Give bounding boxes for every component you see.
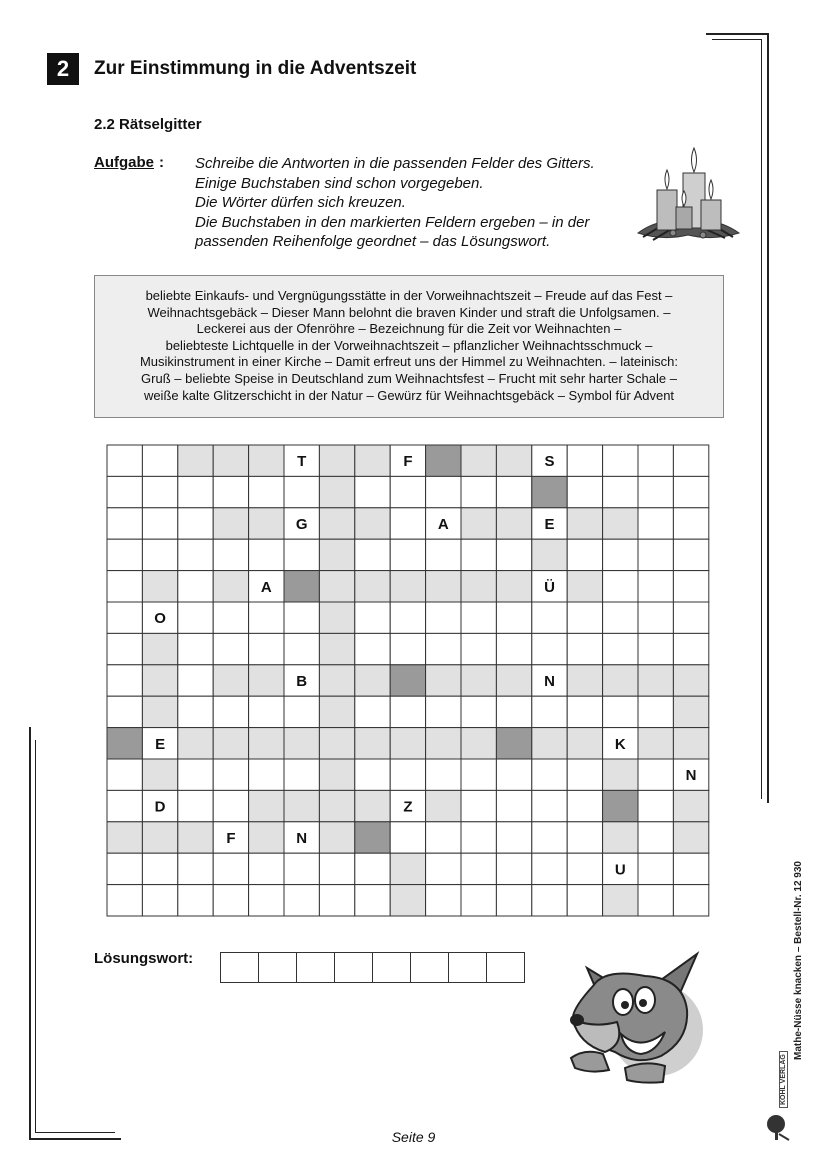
grid-cell[interactable] xyxy=(496,728,531,759)
grid-cell[interactable] xyxy=(673,508,708,539)
solution-letter-box[interactable] xyxy=(372,952,411,983)
clue-line: Weihnachtsgebäck – Dieser Mann belohnt die braven Kinder und straft die Unfolgsamen. – xyxy=(147,304,671,320)
grid-cell[interactable] xyxy=(178,602,213,633)
frame-top-right-h1 xyxy=(706,33,768,35)
grid-cell[interactable] xyxy=(673,539,708,570)
grid-cell[interactable] xyxy=(638,728,673,759)
grid-cell[interactable] xyxy=(638,822,673,853)
grid-cell[interactable] xyxy=(107,508,142,539)
grid-cell[interactable] xyxy=(673,728,708,759)
grid-given-letter: U xyxy=(614,861,626,879)
grid-cell[interactable] xyxy=(638,571,673,602)
grid-cell[interactable] xyxy=(284,853,319,884)
grid-cell[interactable] xyxy=(567,445,602,476)
grid-cell[interactable] xyxy=(496,885,531,916)
grid-cell[interactable] xyxy=(107,759,142,790)
grid-cell[interactable] xyxy=(178,476,213,507)
grid-cell[interactable] xyxy=(532,602,567,633)
grid-cell[interactable] xyxy=(355,633,390,664)
grid-cell[interactable] xyxy=(461,602,496,633)
grid-cell[interactable] xyxy=(496,665,531,696)
grid-cell[interactable] xyxy=(426,539,461,570)
grid-given-letter: Z xyxy=(403,798,413,816)
grid-cell[interactable] xyxy=(284,633,319,664)
grid-cell[interactable] xyxy=(319,728,354,759)
grid-cell[interactable] xyxy=(638,539,673,570)
grid-given-letter: E xyxy=(155,735,166,753)
grid-given-letter: E xyxy=(544,516,555,533)
grid-cell[interactable] xyxy=(426,885,461,916)
grid-cell[interactable] xyxy=(461,853,496,884)
grid-given-letter: S xyxy=(544,453,555,471)
grid-cell[interactable] xyxy=(426,728,461,759)
grid-given-letter: A xyxy=(437,516,449,533)
grid-cell[interactable] xyxy=(355,822,390,853)
grid-cell[interactable] xyxy=(284,476,319,507)
grid-given-letter: B xyxy=(296,673,308,690)
grid-cell[interactable] xyxy=(567,759,602,790)
grid-cell[interactable] xyxy=(355,476,390,507)
grid-cell[interactable] xyxy=(142,822,177,853)
task-label-colon: : xyxy=(159,154,164,171)
grid-cell[interactable] xyxy=(461,822,496,853)
solution-letter-box[interactable] xyxy=(334,952,373,983)
grid-cell[interactable] xyxy=(178,445,213,476)
grid-cell[interactable] xyxy=(142,885,177,916)
tree-logo-icon xyxy=(765,1112,791,1142)
grid-cell[interactable] xyxy=(107,633,142,664)
grid-cell[interactable] xyxy=(426,602,461,633)
grid-cell[interactable] xyxy=(390,853,425,884)
grid-cell[interactable] xyxy=(178,822,213,853)
grid-cell[interactable] xyxy=(284,790,319,821)
grid-cell[interactable] xyxy=(532,759,567,790)
task-line: Die Wörter dürfen sich kreuzen. xyxy=(195,194,406,211)
grid-cell[interactable] xyxy=(249,822,284,853)
grid-cell[interactable] xyxy=(178,696,213,727)
grid-cell[interactable] xyxy=(461,885,496,916)
grid-cell[interactable] xyxy=(213,571,248,602)
grid-cell[interactable] xyxy=(461,571,496,602)
grid-cell[interactable] xyxy=(603,665,638,696)
grid-cell[interactable] xyxy=(461,445,496,476)
fox-mascot-illustration xyxy=(565,948,705,1088)
grid-cell[interactable] xyxy=(107,571,142,602)
grid-cell[interactable] xyxy=(532,853,567,884)
grid-cell[interactable] xyxy=(603,571,638,602)
crossword-grid-svg xyxy=(106,444,710,918)
grid-cell[interactable] xyxy=(673,602,708,633)
grid-cell[interactable] xyxy=(532,633,567,664)
grid-cell[interactable] xyxy=(567,665,602,696)
grid-cell[interactable] xyxy=(142,665,177,696)
grid-cell[interactable] xyxy=(142,853,177,884)
grid-cell[interactable] xyxy=(355,539,390,570)
frame-top-right-h2 xyxy=(712,39,762,40)
grid-cell[interactable] xyxy=(638,696,673,727)
grid-cell[interactable] xyxy=(142,539,177,570)
grid-given-letter: D xyxy=(154,798,166,816)
grid-cell[interactable] xyxy=(390,696,425,727)
grid-cell[interactable] xyxy=(496,508,531,539)
grid-cell[interactable] xyxy=(532,790,567,821)
grid-cell[interactable] xyxy=(142,696,177,727)
grid-cell[interactable] xyxy=(355,790,390,821)
grid-cell[interactable] xyxy=(284,602,319,633)
grid-cell[interactable] xyxy=(213,508,248,539)
grid-cell[interactable] xyxy=(178,539,213,570)
grid-cell[interactable] xyxy=(107,476,142,507)
grid-cell[interactable] xyxy=(249,508,284,539)
grid-cell[interactable] xyxy=(390,759,425,790)
grid-given-letter: O xyxy=(154,610,166,628)
grid-cell[interactable] xyxy=(142,508,177,539)
chapter-number-badge: 2 xyxy=(47,53,79,85)
grid-cell[interactable] xyxy=(603,822,638,853)
grid-cell[interactable] xyxy=(603,476,638,507)
grid-cell[interactable] xyxy=(461,665,496,696)
grid-cell[interactable] xyxy=(284,571,319,602)
grid-cell[interactable] xyxy=(390,508,425,539)
grid-cell[interactable] xyxy=(390,633,425,664)
grid-given-letter: N xyxy=(544,673,555,690)
grid-cell[interactable] xyxy=(567,571,602,602)
grid-cell[interactable] xyxy=(426,571,461,602)
grid-cell[interactable] xyxy=(142,571,177,602)
grid-cell[interactable] xyxy=(673,696,708,727)
grid-cell[interactable] xyxy=(355,665,390,696)
grid-cell[interactable] xyxy=(213,539,248,570)
grid-cell[interactable] xyxy=(213,602,248,633)
grid-cell[interactable] xyxy=(319,885,354,916)
grid-cell[interactable] xyxy=(603,759,638,790)
grid-cell[interactable] xyxy=(249,728,284,759)
grid-cell[interactable] xyxy=(496,822,531,853)
grid-given-letter: K xyxy=(614,735,626,753)
task-label-text: Aufgabe xyxy=(94,154,154,171)
grid-cell[interactable] xyxy=(319,539,354,570)
solution-letter-box[interactable] xyxy=(448,952,487,983)
clue-line: Leckerei aus der Ofenröhre – Bezeichnung für die Zeit vor Weihnachten – xyxy=(196,321,622,337)
grid-cell[interactable] xyxy=(390,728,425,759)
grid-cell[interactable] xyxy=(532,476,567,507)
grid-cell[interactable] xyxy=(638,476,673,507)
frame-bottom-left-v2 xyxy=(35,740,36,1133)
solution-letter-box[interactable] xyxy=(486,952,525,983)
grid-cell[interactable] xyxy=(673,822,708,853)
grid-cell[interactable] xyxy=(249,602,284,633)
grid-given-letter: N xyxy=(296,830,308,847)
grid-given-letter: T xyxy=(297,453,307,471)
grid-cell[interactable] xyxy=(461,728,496,759)
clue-line: weiße kalte Glitzerschicht in der Natur – Gewürz für Weihnachtsgebäck – Symbol für Advent xyxy=(143,387,675,403)
grid-cell[interactable] xyxy=(496,633,531,664)
clue-line: beliebteste Lichtquelle in der Vorweihnachtszeit – pflanzlicher Weihnachtsschmuck – xyxy=(165,337,653,353)
grid-cell[interactable] xyxy=(461,759,496,790)
grid-cell[interactable] xyxy=(567,602,602,633)
grid-cell[interactable] xyxy=(532,539,567,570)
publisher-logo-text: KOHL VERLAG xyxy=(779,1051,788,1108)
grid-cell[interactable] xyxy=(107,602,142,633)
grid-cell[interactable] xyxy=(603,445,638,476)
task-line: Die Buchstaben in den markierten Feldern ergeben – in der xyxy=(195,213,590,231)
grid-cell[interactable] xyxy=(178,885,213,916)
grid-cell[interactable] xyxy=(355,759,390,790)
grid-cell[interactable] xyxy=(355,508,390,539)
grid-cell[interactable] xyxy=(319,633,354,664)
grid-cell[interactable] xyxy=(178,728,213,759)
grid-cell[interactable] xyxy=(426,853,461,884)
grid-cell[interactable] xyxy=(142,476,177,507)
grid-cell[interactable] xyxy=(461,539,496,570)
grid-cell[interactable] xyxy=(567,885,602,916)
grid-cell[interactable] xyxy=(638,445,673,476)
grid-cell[interactable] xyxy=(249,539,284,570)
clue-box xyxy=(94,275,724,418)
grid-cell[interactable] xyxy=(355,853,390,884)
grid-cell[interactable] xyxy=(107,445,142,476)
grid-cell[interactable] xyxy=(249,665,284,696)
grid-cell[interactable] xyxy=(284,759,319,790)
solution-label: Lösungswort: xyxy=(94,950,194,967)
grid-cell[interactable] xyxy=(673,633,708,664)
task-line: Schreibe die Antworten in die passenden Felder des Gitters. xyxy=(195,155,595,172)
grid-cell[interactable] xyxy=(496,759,531,790)
grid-cell[interactable] xyxy=(426,665,461,696)
grid-cell[interactable] xyxy=(390,665,425,696)
side-order-text: Mathe-Nüsse knacken – Bestell-Nr. 12 930 xyxy=(793,861,804,1060)
grid-cell[interactable] xyxy=(249,885,284,916)
grid-cell[interactable] xyxy=(638,759,673,790)
grid-given-letter: A xyxy=(260,578,272,596)
task-label xyxy=(94,154,154,171)
grid-given-letter: F xyxy=(226,830,236,847)
grid-cell[interactable] xyxy=(638,665,673,696)
grid-cell[interactable] xyxy=(390,602,425,633)
grid-cell[interactable] xyxy=(532,728,567,759)
grid-cell[interactable] xyxy=(567,696,602,727)
solution-word-boxes xyxy=(220,952,525,983)
grid-cell[interactable] xyxy=(284,539,319,570)
grid-cell[interactable] xyxy=(390,571,425,602)
grid-cell[interactable] xyxy=(249,759,284,790)
task-instructions xyxy=(195,154,595,252)
grid-cell[interactable] xyxy=(249,696,284,727)
grid-cell[interactable] xyxy=(390,822,425,853)
grid-cell[interactable] xyxy=(496,853,531,884)
grid-cell[interactable] xyxy=(603,790,638,821)
grid-cell[interactable] xyxy=(107,665,142,696)
solution-letter-box[interactable] xyxy=(258,952,297,983)
grid-cell[interactable] xyxy=(567,822,602,853)
grid-cell[interactable] xyxy=(673,665,708,696)
grid-cell[interactable] xyxy=(107,539,142,570)
grid-cell[interactable] xyxy=(213,445,248,476)
grid-cell[interactable] xyxy=(567,790,602,821)
grid-cell[interactable] xyxy=(284,728,319,759)
grid-cell[interactable] xyxy=(319,476,354,507)
grid-cell[interactable] xyxy=(496,476,531,507)
grid-cell[interactable] xyxy=(496,602,531,633)
grid-cell[interactable] xyxy=(107,885,142,916)
grid-cell[interactable] xyxy=(213,633,248,664)
grid-cell[interactable] xyxy=(249,853,284,884)
grid-cell[interactable] xyxy=(249,476,284,507)
grid-cell[interactable] xyxy=(249,633,284,664)
grid-cell[interactable] xyxy=(567,728,602,759)
grid-cell[interactable] xyxy=(107,822,142,853)
grid-cell[interactable] xyxy=(673,853,708,884)
grid-cell[interactable] xyxy=(461,696,496,727)
frame-bottom-left-v1 xyxy=(29,727,31,1139)
grid-cell[interactable] xyxy=(178,571,213,602)
grid-cell[interactable] xyxy=(249,445,284,476)
grid-cell[interactable] xyxy=(213,476,248,507)
grid-cell[interactable] xyxy=(284,696,319,727)
grid-cell[interactable] xyxy=(355,728,390,759)
grid-cell[interactable] xyxy=(638,633,673,664)
grid-given-letter: G xyxy=(295,516,308,533)
clue-line: Gruß – beliebte Speise in Deutschland zum Weihnachtsfest – Frucht mit sehr harter Schale – xyxy=(141,370,677,386)
grid-cell[interactable] xyxy=(603,602,638,633)
grid-cell[interactable] xyxy=(107,853,142,884)
grid-cell[interactable] xyxy=(603,539,638,570)
grid-cell[interactable] xyxy=(249,790,284,821)
task-line: Einige Buchstaben sind schon vorgegeben. xyxy=(195,174,484,192)
grid-cell[interactable] xyxy=(213,665,248,696)
crossword-grid xyxy=(106,444,710,918)
grid-cell[interactable] xyxy=(390,476,425,507)
solution-letter-box[interactable] xyxy=(296,952,335,983)
grid-cell[interactable] xyxy=(355,445,390,476)
frame-top-right-v2 xyxy=(761,39,762,799)
page-title: Zur Einstimmung in die Adventszeit xyxy=(94,58,417,79)
grid-cell[interactable] xyxy=(461,508,496,539)
grid-cell[interactable] xyxy=(319,696,354,727)
grid-cell[interactable] xyxy=(638,885,673,916)
grid-cell[interactable] xyxy=(673,571,708,602)
grid-cell[interactable] xyxy=(107,728,142,759)
grid-cell[interactable] xyxy=(355,885,390,916)
grid-cell[interactable] xyxy=(178,790,213,821)
task-line: passenden Reihenfolge geordnet – das Lösungswort. xyxy=(195,233,551,250)
frame-top-right-v1 xyxy=(767,33,769,803)
grid-cell[interactable] xyxy=(319,602,354,633)
grid-cell[interactable] xyxy=(178,633,213,664)
grid-cell[interactable] xyxy=(355,602,390,633)
grid-cell[interactable] xyxy=(603,633,638,664)
grid-cell[interactable] xyxy=(319,665,354,696)
grid-cell[interactable] xyxy=(496,571,531,602)
grid-cell[interactable] xyxy=(461,633,496,664)
grid-cell[interactable] xyxy=(213,759,248,790)
grid-cell[interactable] xyxy=(107,696,142,727)
grid-cell[interactable] xyxy=(496,790,531,821)
grid-cell[interactable] xyxy=(284,885,319,916)
grid-cell[interactable] xyxy=(673,885,708,916)
grid-cell[interactable] xyxy=(496,696,531,727)
page-number: Seite 9 xyxy=(391,1129,436,1145)
section-subtitle: 2.2 Rätselgitter xyxy=(94,116,202,133)
grid-cell[interactable] xyxy=(567,508,602,539)
grid-cell[interactable] xyxy=(673,476,708,507)
clue-line: Musikinstrument in einer Kirche – Damit erfreut uns der Himmel zu Weihnachten. – lateinisch: xyxy=(139,354,679,370)
grid-cell[interactable] xyxy=(390,539,425,570)
grid-cell[interactable] xyxy=(496,445,531,476)
grid-cell[interactable] xyxy=(178,853,213,884)
grid-cell[interactable] xyxy=(532,696,567,727)
grid-cell[interactable] xyxy=(567,539,602,570)
grid-cell[interactable] xyxy=(426,696,461,727)
grid-cell[interactable] xyxy=(567,633,602,664)
grid-cell[interactable] xyxy=(638,853,673,884)
grid-cell[interactable] xyxy=(355,696,390,727)
grid-cell[interactable] xyxy=(567,853,602,884)
grid-cell[interactable] xyxy=(532,822,567,853)
grid-cell[interactable] xyxy=(426,445,461,476)
grid-cell[interactable] xyxy=(426,790,461,821)
grid-cell[interactable] xyxy=(638,790,673,821)
grid-cell[interactable] xyxy=(390,885,425,916)
grid-cell[interactable] xyxy=(213,853,248,884)
grid-cell[interactable] xyxy=(638,602,673,633)
grid-cell[interactable] xyxy=(638,508,673,539)
grid-cell[interactable] xyxy=(603,508,638,539)
grid-cell[interactable] xyxy=(355,571,390,602)
grid-cell[interactable] xyxy=(426,476,461,507)
grid-cell[interactable] xyxy=(496,539,531,570)
solution-letter-box[interactable] xyxy=(220,952,259,983)
grid-cell[interactable] xyxy=(673,445,708,476)
grid-cell[interactable] xyxy=(673,790,708,821)
grid-cell[interactable] xyxy=(532,885,567,916)
grid-cell[interactable] xyxy=(319,571,354,602)
grid-cell[interactable] xyxy=(142,759,177,790)
grid-cell[interactable] xyxy=(603,696,638,727)
grid-cell[interactable] xyxy=(461,790,496,821)
grid-cell[interactable] xyxy=(461,476,496,507)
grid-cell[interactable] xyxy=(319,445,354,476)
grid-given-letter: Ü xyxy=(544,578,555,596)
grid-cell[interactable] xyxy=(319,759,354,790)
grid-cell[interactable] xyxy=(142,633,177,664)
grid-cell[interactable] xyxy=(178,759,213,790)
grid-cell[interactable] xyxy=(213,885,248,916)
grid-cell[interactable] xyxy=(603,885,638,916)
grid-cell[interactable] xyxy=(107,790,142,821)
grid-cell[interactable] xyxy=(426,633,461,664)
grid-cell[interactable] xyxy=(213,696,248,727)
clue-line: beliebte Einkaufs- und Vergnügungsstätte in der Vorweihnachtszeit – Freude auf das Fest – xyxy=(145,288,673,303)
grid-cell[interactable] xyxy=(319,790,354,821)
grid-cell[interactable] xyxy=(426,759,461,790)
grid-cell[interactable] xyxy=(567,476,602,507)
grid-cell[interactable] xyxy=(319,508,354,539)
grid-cell[interactable] xyxy=(178,665,213,696)
grid-cell[interactable] xyxy=(178,508,213,539)
grid-cell[interactable] xyxy=(213,790,248,821)
grid-cell[interactable] xyxy=(426,822,461,853)
grid-cell[interactable] xyxy=(319,853,354,884)
advent-candles-illustration xyxy=(633,145,743,255)
grid-cell[interactable] xyxy=(213,728,248,759)
grid-cell[interactable] xyxy=(142,445,177,476)
solution-letter-box[interactable] xyxy=(410,952,449,983)
grid-cell[interactable] xyxy=(319,822,354,853)
grid-given-letter: F xyxy=(403,453,413,471)
grid-given-letter: N xyxy=(685,767,697,785)
